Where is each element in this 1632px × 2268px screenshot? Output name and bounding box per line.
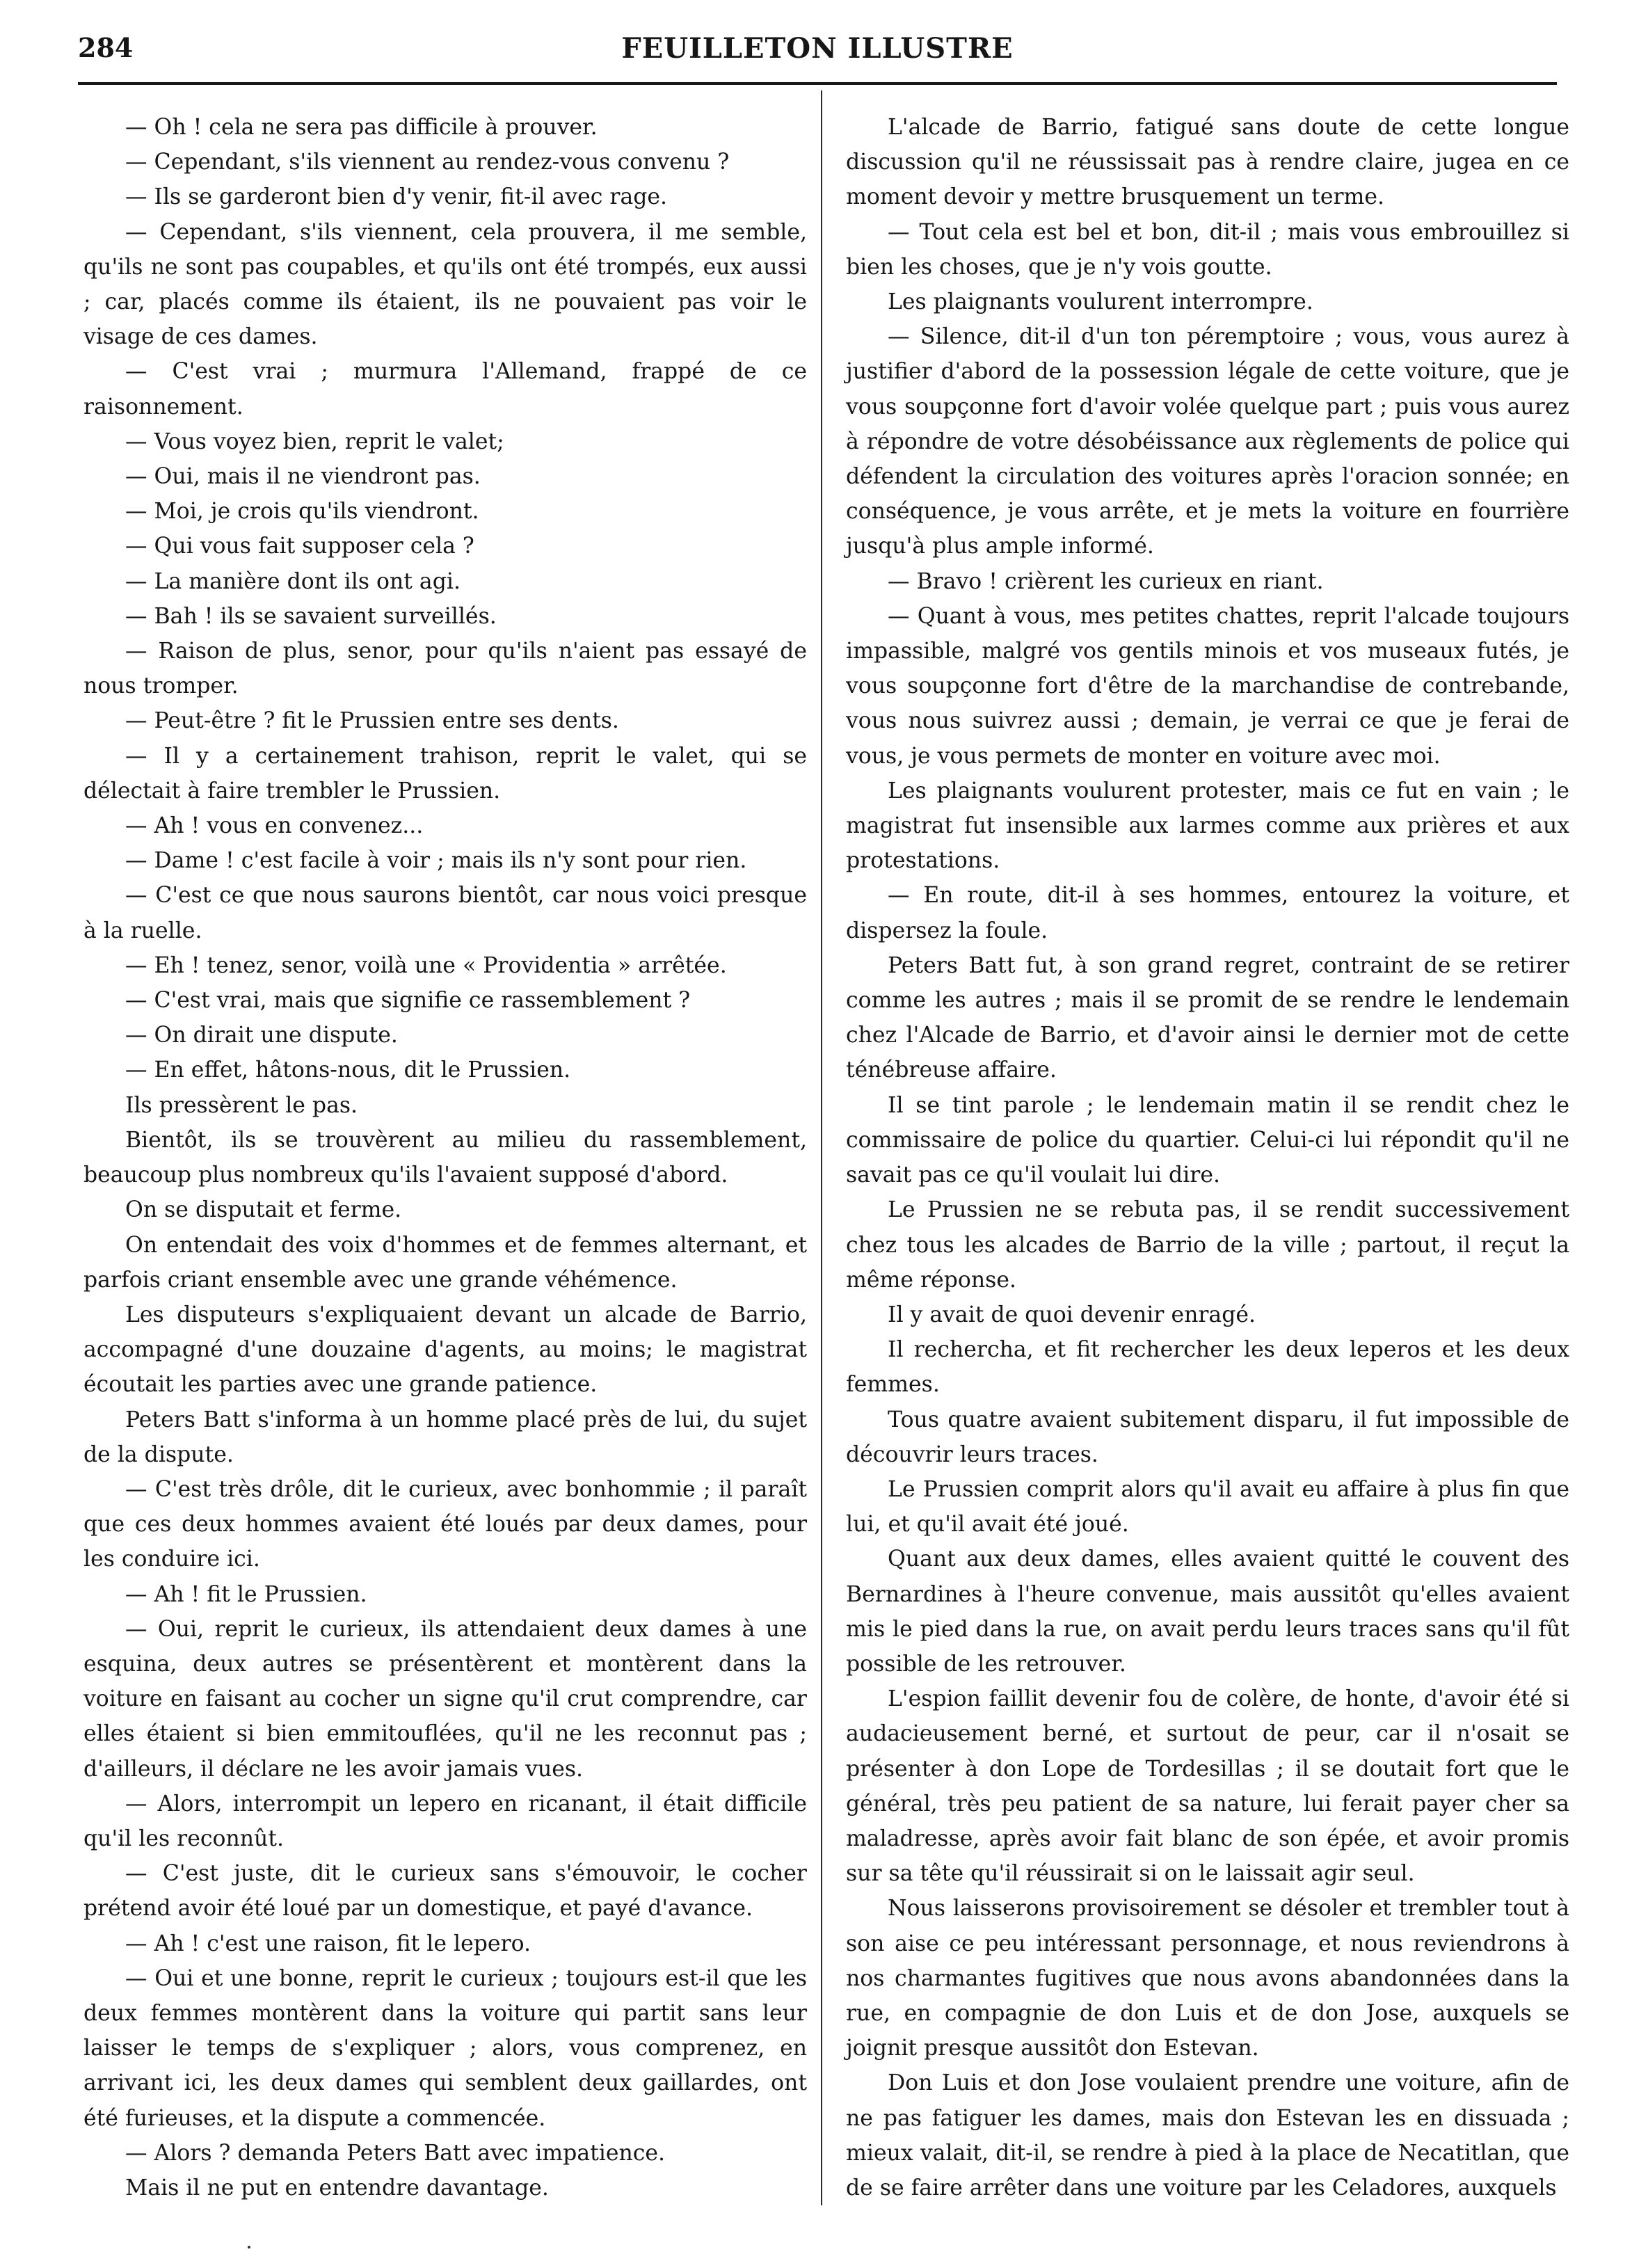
paragraph: — Oui, reprit le curieux, ils attendaient deux dames à une esquina, deux autres se présentèrent et montèrent dans la voiture en faisant au cocher un signe qu'il crut comprendre, car elles étaient si bien emmitouflées, qu'il ne les reconnut pas ; d'ailleurs, il déclare ne les avoir jamais vues. (83, 1616, 807, 1782)
page-header (78, 28, 1557, 70)
paragraph: — Silence, dit-il d'un ton péremptoire ; vous, vous aurez à justifier d'abord de la possession légale de cette voiture, que je vous soupçonne fort d'avoir volée quelque part ; puis vous aurez à répondre de votre désobéissance aux règlements de police qui défendent la circulation des voitures après l'oracion sonnée; en conséquence, je vous arrête, et je mets la voiture en fourrière jusqu'à plus ample informé. (846, 324, 1569, 559)
paragraph: — C'est très drôle, dit le curieux, avec bonhommie ; il paraît que ces deux hommes avaient été loués par deux dames, pour les conduire ici. (83, 1476, 807, 1572)
paragraph: — C'est juste, dit le curieux sans s'émouvoir, le cocher prétend avoir été loué par un domestique, et payé d'avance. (83, 1861, 807, 1922)
paragraph: Ils pressèrent le pas. (125, 1092, 358, 1118)
paragraph: — Alors ? demanda Peters Batt avec impatience. (125, 2140, 666, 2166)
paragraph: Bientôt, ils se trouvèrent au milieu du rassemblement, beaucoup plus nombreux qu'ils l'avaient supposé d'abord. (83, 1127, 807, 1188)
paragraph: — Vous voyez bien, reprit le valet; (125, 429, 504, 454)
paragraph: L'espion faillit devenir fou de colère, de honte, d'avoir été si audacieusement berné, et surtout de peur, car il n'osait se présenter à don Lope de Tordesillas ; il se doutait fort que le général, très peu patient de sa nature, lui ferait payer cher sa maladresse, après avoir fait blanc de son épée, et avoir promis sur sa tête qu'il réussirait si on le laissait agir seul. (846, 1686, 1569, 1887)
right-column (846, 110, 1569, 2205)
header-rule (78, 82, 1557, 85)
paragraph: — C'est ce que nous saurons bientôt, car nous voici presque à la ruelle. (83, 883, 807, 943)
paragraph: — Oui et une bonne, reprit le curieux ; toujours est-il que les deux femmes montèrent dans la voiture qui partit sans leur laisser le temps de s'expliquer ; alors, vous comprenez, en arrivant ici, les deux dames qui semblent deux gaillardes, ont été furieuses, et la dispute a commencée. (83, 1965, 807, 2131)
paragraph: Les plaignants voulurent interrompre. (888, 289, 1313, 315)
paragraph: On entendait des voix d'hommes et de femmes alternant, et parfois criant ensemble avec une grande véhémence. (83, 1232, 807, 1293)
page-number: 284 (78, 32, 134, 63)
paragraph: — Peut-être ? fit le Prussien entre ses dents. (125, 708, 619, 734)
paragraph: — Ah ! c'est une raison, fit le lepero. (125, 1931, 531, 1956)
paragraph: — Alors, interrompit un lepero en ricanant, il était difficile qu'il les reconnût. (83, 1791, 807, 1851)
paragraph: — Ah ! fit le Prussien. (125, 1581, 367, 1607)
paragraph: — La manière dont ils ont agi. (125, 568, 461, 594)
paragraph: On se disputait et ferme. (125, 1197, 402, 1223)
paragraph: — Bah ! ils se savaient surveillés. (125, 603, 497, 629)
paragraph: — Ah ! vous en convenez... (125, 813, 424, 839)
paragraph: Les disputeurs s'expliquaient devant un alcade de Barrio, accompagné d'une douzaine d'agents, au moins; le magistrat écoutait les parties avec une grande patience. (83, 1302, 807, 1398)
paragraph: — Ils se garderont bien d'y venir, fit-il avec rage. (125, 184, 668, 210)
paragraph: — Oui, mais il ne viendront pas. (125, 464, 481, 490)
running-title: FEUILLETON ILLUSTRE (621, 32, 1014, 65)
paragraph: — En effet, hâtons-nous, dit le Prussien. (125, 1057, 571, 1083)
column-divider (821, 90, 822, 2205)
paragraph: — Bravo ! crièrent les curieux en riant. (888, 568, 1324, 594)
paragraph: Tous quatre avaient subitement disparu, il fut impossible de découvrir leurs traces. (846, 1407, 1569, 1467)
paragraph: Il rechercha, et fit rechercher les deux leperos et les deux femmes. (846, 1337, 1569, 1398)
paragraph: — Eh ! tenez, senor, voilà une « Providentia » arrêtée. (125, 952, 727, 978)
paragraph: L'alcade de Barrio, fatigué sans doute de cette longue discussion qu'il ne réussissait pas à rendre claire, jugea en ce moment devoir y mettre brusquement un terme. (846, 115, 1569, 210)
paragraph: Mais il ne put en entendre davantage. (125, 2175, 549, 2201)
paragraph: — Il y a certainement trahison, reprit le valet, qui se délectait à faire trembler le Prussien. (83, 743, 807, 804)
paragraph: Peters Batt fut, à son grand regret, contraint de se retirer comme les autres ; mais il se promit de se rendre le lendemain chez l'Alcade de Barrio, et d'avoir ainsi le dernier mot de cette ténébreuse affaire. (846, 952, 1569, 1083)
paragraph: — Oh ! cela ne sera pas difficile à prouver. (125, 115, 598, 140)
paragraph: Peters Batt s'informa à un homme placé près de lui, du sujet de la dispute. (83, 1407, 807, 1467)
paragraph: Les plaignants voulurent protester, mais ce fut en vain ; le magistrat fut insensible aux larmes comme aux prières et aux protestations. (846, 778, 1569, 874)
paragraph: — Moi, je crois qu'ils viendront. (125, 499, 479, 525)
paragraph: — En route, dit-il à ses hommes, entourez la voiture, et dispersez la foule. (846, 883, 1569, 943)
paragraph: — Raison de plus, senor, pour qu'ils n'aient pas essayé de nous tromper. (83, 639, 807, 699)
paragraph: — On dirait une dispute. (125, 1023, 398, 1048)
paragraph: — C'est vrai, mais que signifie ce rassemblement ? (125, 988, 691, 1014)
paragraph: — C'est vrai ; murmura l'Allemand, frappé de ce raisonnement. (83, 359, 807, 420)
paragraph: — Quant à vous, mes petites chattes, reprit l'alcade toujours impassible, malgré vos gentils minois et vos museaux futés, je vous soupçonne fort d'être de la marchandise de contrebande, vous nous suivrez aussi ; demain, je verrai ce que je ferai de vous, je vous permets de monter en voiture avec moi. (846, 603, 1569, 769)
paragraph: — Qui vous fait supposer cela ? (125, 534, 474, 559)
paragraph: — Cependant, s'ils viennent, cela prouvera, il me semble, qu'ils ne sont pas coupables, et qu'ils ont été trompés, eux aussi ; car, placés comme ils étaient, ils ne pouvaient pas voir le visage de ces dames. (83, 219, 807, 350)
paragraph: Le Prussien ne se rebuta pas, il se rendit successivement chez tous les alcades de Barrio de la ville ; partout, il reçut la même réponse. (846, 1197, 1569, 1293)
paragraph: — Tout cela est bel et bon, dit-il ; mais vous embrouillez si bien les choses, que je n'y vois goutte. (846, 219, 1569, 280)
paragraph: Il se tint parole ; le lendemain matin il se rendit chez le commissaire de police du quartier. Celui-ci lui répondit qu'il ne savait pas ce qu'il voulait lui dire. (846, 1092, 1569, 1188)
left-column (83, 110, 807, 2205)
paragraph: Il y avait de quoi devenir enragé. (888, 1302, 1256, 1327)
paragraph: — Dame ! c'est facile à voir ; mais ils n'y sont pour rien. (125, 848, 747, 874)
paragraph: — Cependant, s'ils viennent au rendez-vous convenu ? (125, 150, 730, 175)
stray-ink-mark (248, 2246, 250, 2249)
paragraph: Don Luis et don Jose voulaient prendre une voiture, afin de ne pas fatiguer les dames, mais don Estevan les en dissuada ; mieux valait, dit-il, se rendre à pied à la place de Necatitlan, que de se faire arrêter dans une voiture par les Celadores, auxquels (846, 2070, 1569, 2201)
paragraph: Nous laisserons provisoirement se désoler et trembler tout à son aise ce peu intéressant personnage, et nous reviendrons à nos charmantes fugitives que nous avons abandonnées dans la rue, en compagnie de don Luis et de don Jose, auxquels se joignit presque aussitôt don Estevan. (846, 1896, 1569, 2061)
paragraph: Quant aux deux dames, elles avaient quitté le couvent des Bernardines à l'heure convenue, mais aussitôt qu'elles avaient mis le pied dans la rue, on avait perdu leurs traces sans qu'il fût possible de les retrouver. (846, 1547, 1569, 1677)
paragraph: Le Prussien comprit alors qu'il avait eu affaire à plus fin que lui, et qu'il avait été joué. (846, 1476, 1569, 1538)
